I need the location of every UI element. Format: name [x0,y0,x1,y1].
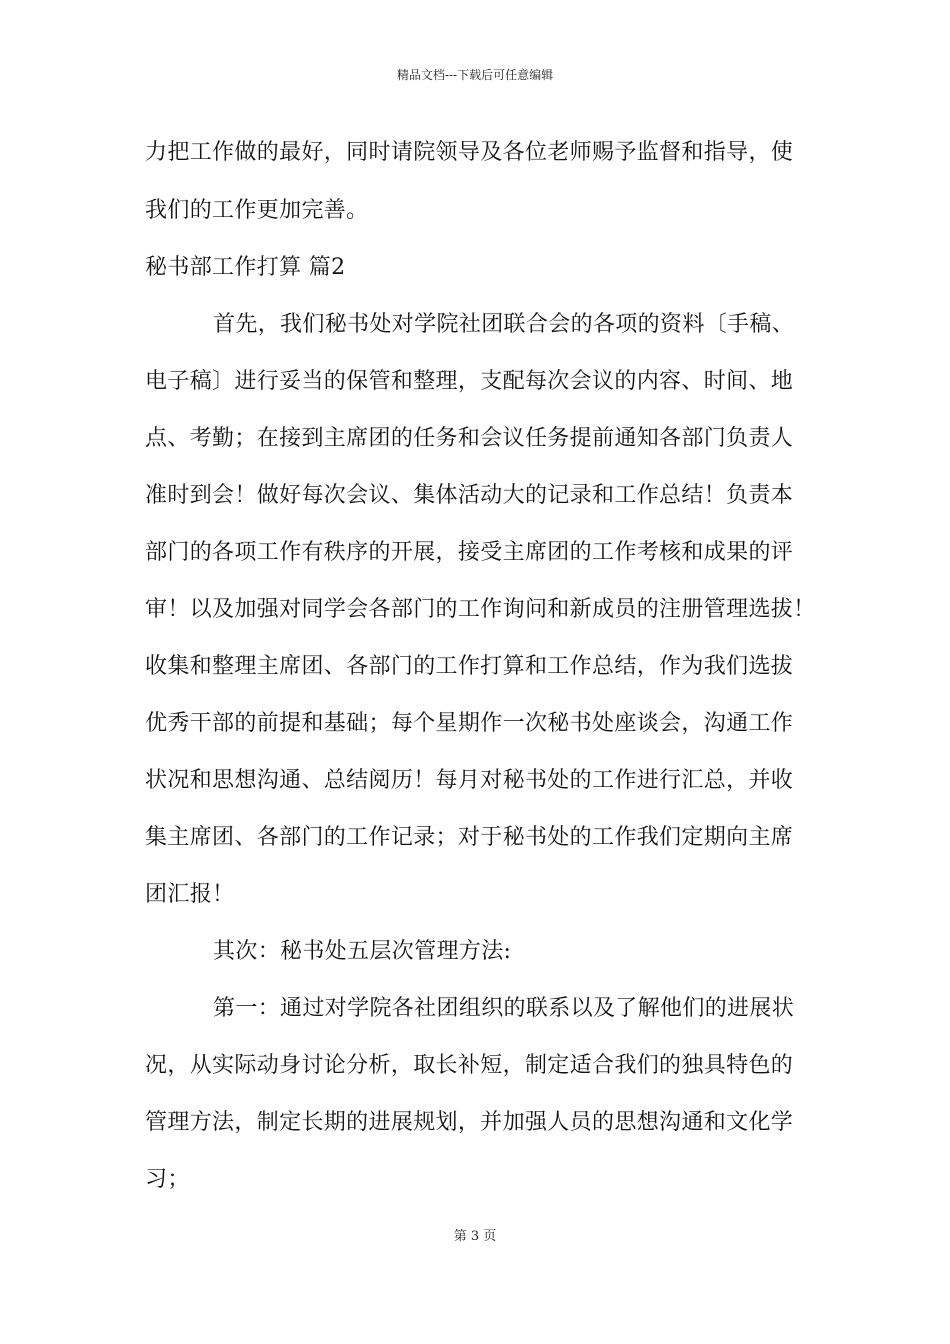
body-line: 部门的各项工作有秩序的开展，接受主席团的工作考核和成果的评 [145,540,794,565]
paragraph-first-line: 首先，我们秘书处对学院社团联合会的各项的资料〔手稿、 [213,312,795,337]
body-line: 习； [145,1167,190,1192]
body-line: 团汇报！ [145,882,235,907]
body-line: 力把工作做的最好，同时请院领导及各位老师赐予监督和指导，使 [145,140,794,165]
body-line: 准时到会！做好每次会议、集体活动大的记录和工作总结！负责本 [145,483,794,508]
section-heading: 秘书部工作打算 篇2 [145,255,346,280]
body-line: 收集和整理主席团、各部门的工作打算和工作总结，作为我们选拔 [145,654,794,679]
page-header: 精品文档---下载后可任意编辑 [396,68,554,82]
body-line: 集主席团、各部门的工作记录；对于秘书处的工作我们定期向主席 [145,825,794,850]
body-line: 审！以及加强对同学会各部门的工作询问和新成员的注册管理选拔！ [145,597,816,622]
paragraph-first-line: 第一：通过对学院各社团组织的联系以及了解他们的进展状 [213,996,795,1021]
paragraph-first-line: 其次：秘书处五层次管理方法: [213,939,512,964]
page-number: 第 3 页 [453,1229,497,1244]
body-line: 点、考勤；在接到主席团的任务和会议任务提前通知各部门负责人 [145,426,794,451]
body-line: 优秀干部的前提和基础；每个星期作一次秘书处座谈会，沟通工作 [145,711,794,736]
body-line: 管理方法，制定长期的进展规划，并加强人员的思想沟通和文化学 [145,1110,794,1135]
body-line: 电子稿〕进行妥当的保管和整理，支配每次会议的内容、时间、地 [145,369,794,394]
body-line: 我们的工作更加完善。 [145,198,369,223]
body-line: 状况和思想沟通、总结阅历！每月对秘书处的工作进行汇总，并收 [145,768,794,793]
body-line: 况，从实际动身讨论分析，取长补短，制定适合我们的独具特色的 [145,1053,794,1078]
